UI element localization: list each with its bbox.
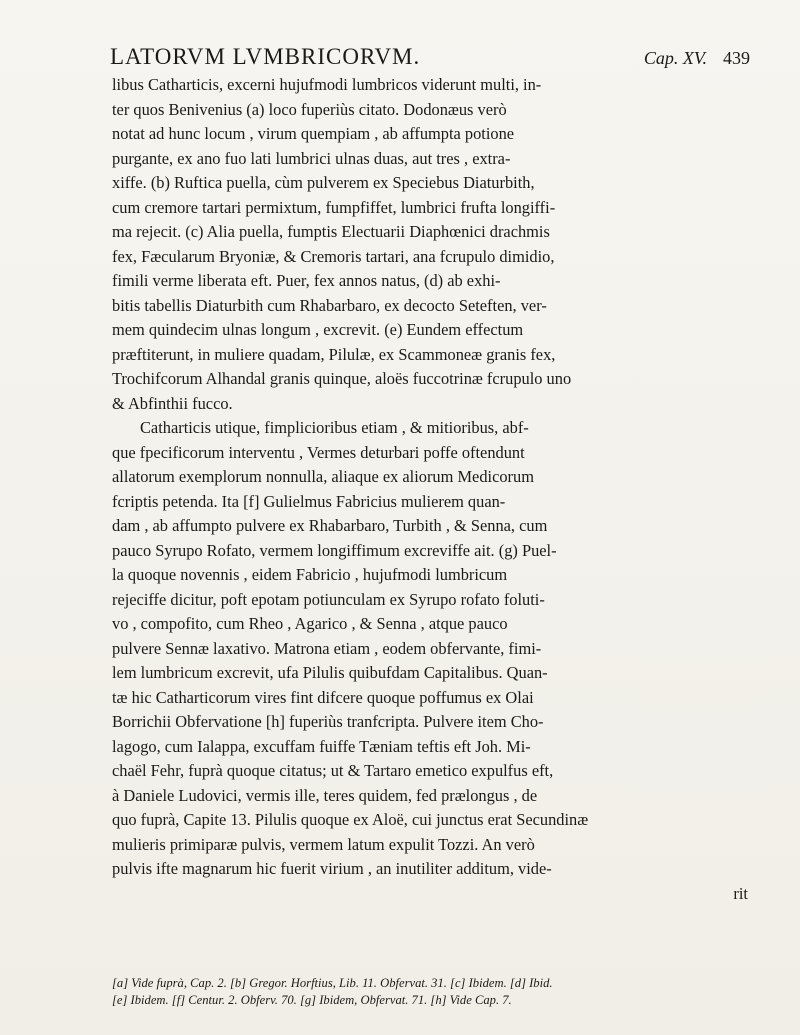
- text-line: & Abfinthii fucco.: [112, 393, 233, 413]
- paragraph-start-line: Catharticis utique, fimplicioribus etiam , & mitioribus, abf-: [140, 418, 529, 437]
- text-line: fimili verme liberata eft. Puer, fex annos natus, (d) ab exhi-: [112, 271, 501, 290]
- text-line: pulvere Sennæ laxativo. Matrona etiam , eodem obfervante, fimi-: [112, 638, 542, 658]
- text-line: lem lumbricum excrevit, ufa Pilulis quibufdam Capitalibus. Quan-: [112, 663, 548, 682]
- text-line: la quoque novennis , eidem Fabricio , hujufmodi lumbricum: [112, 565, 508, 584]
- footnotes: [112, 975, 752, 1009]
- text-line: notat ad hunc locum , virum quempiam , ab affumpta potione: [112, 124, 515, 143]
- text-line: que fpecificorum interventu , Vermes deturbari poffe oftendunt: [112, 442, 525, 462]
- running-head: LATORVM LVMBRICORVM.: [110, 44, 421, 69]
- text-line: mulieris primiparæ pulvis, vermem latum expulit Tozzi. An verò: [112, 834, 535, 854]
- text-line: à Daniele Ludovici, vermis ille, teres quidem, fed prælongus , de: [112, 785, 538, 805]
- page-header: [110, 44, 750, 74]
- text-line: ma rejecit. (c) Alia puella, fumptis Electuarii Diaphœnici drachmis: [112, 222, 550, 241]
- text-line: purgante, ex ano fuo lati lumbrici ulnas duas, aut tres , extra-: [112, 148, 511, 168]
- text-line: lagogo, cum Ialappa, excuffam fuiffe Tæniam teftis eft Joh. Mi-: [112, 736, 531, 756]
- text-line: allatorum exemplorum nonnulla, aliaque ex aliorum Medicorum: [112, 467, 534, 486]
- text-line: pulvis ifte magnarum hic fuerit virium , an inutiliter additum, vide-: [112, 859, 552, 878]
- text-line: rejeciffe dicitur, poft epotam potiunculam ex Syrupo rofato foluti-: [112, 589, 545, 609]
- text-line: fex, Fæcularum Bryoniæ, & Cremoris tartari, ana fcrupulo dimidio,: [112, 246, 555, 266]
- text-line: tæ hic Catharticorum vires fint difcere quoque poffumus ex Olai: [112, 687, 534, 707]
- chapter-label: Cap. XV.: [643, 48, 707, 68]
- text-line: xiffe. (b) Ruftica puella, cùm pulverem ex Speciebus Diaturbith,: [112, 173, 535, 192]
- text-line: chaël Fehr, fuprà quoque citatus; ut & Tartaro emetico expulfus eft,: [112, 761, 554, 780]
- text-line: cum cremore tartari permixtum, fumpfiffet, lumbrici frufta longiffi-: [112, 197, 556, 217]
- text-line: præftiterunt, in muliere quadam, Pilulæ, ex Scammoneæ granis fex,: [112, 344, 556, 364]
- text-line: ter quos Benivenius (a) loco fuperiùs citato. Dodonæus verò: [112, 99, 507, 119]
- text-line: mem quindecim ulnas longum , excrevit. (e) Eundem effectum: [112, 320, 524, 339]
- text-line: dam , ab affumpto pulvere ex Rhabarbaro, Turbith , & Senna, cum: [112, 516, 548, 535]
- text-line: bitis tabellis Diaturbith cum Rhabarbaro, ex decocto Seteften, ver-: [112, 295, 547, 315]
- body-text: [112, 73, 752, 906]
- text-line: quo fuprà, Capite 13. Pilulis quoque ex Aloë, cui junctus erat Secundinæ: [112, 810, 589, 829]
- catchword: rit: [733, 883, 748, 903]
- text-line: pauco Syrupo Rofato, vermem longiffimum excreviffe ait. (g) Puel-: [112, 540, 557, 560]
- text-line: vo , compofito, cum Rheo , Agarico , & Senna , atque pauco: [112, 614, 508, 633]
- text-line: Trochifcorum Alhandal granis quinque, aloës fuccotrinæ fcrupulo uno: [112, 369, 572, 388]
- text-line: libus Catharticis, excerni hujufmodi lumbricos viderunt multi, in-: [112, 75, 542, 94]
- text-line: fcriptis petenda. Ita [f] Gulielmus Fabricius mulierem quan-: [112, 491, 506, 511]
- text-line: Borrichii Obfervatione [h] fuperiùs tranfcripta. Pulvere item Cho-: [112, 712, 544, 731]
- footnote-line: [e] Ibidem. [f] Centur. 2. Obferv. 70. [g] Ibidem, Obfervat. 71. [h] Vide Cap. 7.: [112, 993, 512, 1007]
- page-number: 439: [723, 48, 750, 68]
- footnote-line: [a] Vide fuprà, Cap. 2. [b] Gregor. Horftius, Lib. 11. Obfervat. 31. [c] Ibidem. [d] Ibid.: [112, 976, 553, 990]
